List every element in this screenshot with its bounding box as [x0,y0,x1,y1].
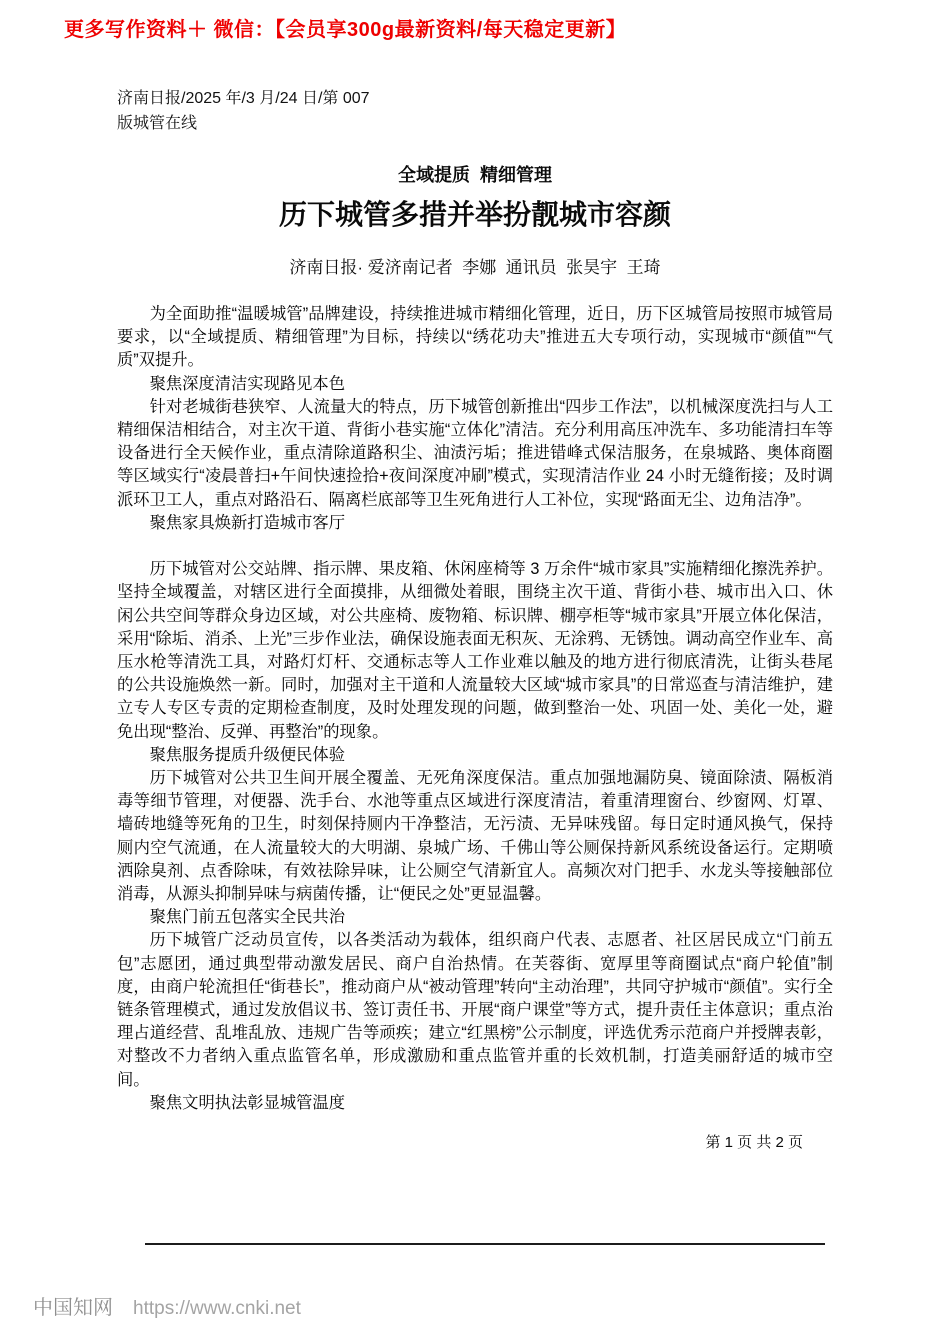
section-heading: 聚焦家具焕新打造城市客厅 [149,513,345,532]
publication-source-line: 济南日报/2025 年/3 月/24 日/第 007 [117,90,370,107]
article-title: 历下城管多措并举扮靓城市容颜 [278,199,671,230]
article-kicker: 全域提质 精细管理 [397,165,552,185]
article-byline: 济南日报· 爱济南记者 李娜 通讯员 张昊宇 王琦 [289,258,661,277]
page-number: 第 1 页 共 2 页 [705,1134,803,1151]
promo-banner: 更多写作资料＋ 微信：【会员享300g最新资料/每天稳定更新】 [64,19,627,41]
footer-divider [145,1243,825,1245]
publication-section-line: 版城管在线 [117,115,198,132]
section-heading: 聚焦门前五包落实全民共治 [149,908,345,927]
article-paragraph: 为全面助推“温暖城管”品牌建设，持续推进城市精细化管理，近日，历下区城管局按照市城管局要求，以“全域提质、精细管理”为目标，持续以“绣花功夫”推进五大专项行动，实现城市“颜值”“气质”双提升。 [117,305,833,370]
cnki-url: https://www.cnki.net [133,1298,301,1319]
cnki-watermark [33,1291,301,1320]
section-heading: 聚焦文明执法彰显城管温度 [149,1093,345,1112]
article-paragraph: 历下城管广泛动员宣传，以各类活动为载体，组织商户代表、志愿者、社区居民成立“门前五包”志愿团，通过典型带动激发居民、商户自治热情。在芙蓉街、宽厚里等商圈试点“商户轮值”制度，由商户轮流担任“街巷长”，推动商户从“被动管理”转向“主动治理”，共同守护城市“颜值”。实行全链条管理模式，通过发放倡议书、签订责任书、开展“商户课堂”等方式，提升责任主体意识；重点治理占道经营、乱堆乱放、违规广告等顽疾；建立“红黑榜”公示制度，评选优秀示范商户并授牌表彰，对整改不力者纳入重点监管名单，形成激励和重点监管并重的长效机制，打造美丽舒适的城市空间。 [117,931,833,1089]
section-heading: 聚焦深度清洁实现路见本色 [149,374,345,393]
cnki-brand: 中国知网 [33,1297,113,1319]
article-paragraph: 历下城管对公交站牌、指示牌、果皮箱、休闲座椅等 3 万余件“城市家具”实施精细化擦洗养护。坚持全域覆盖，对辖区进行全面摸排，从细微处着眼，围绕主次干道、背街小巷、城市出入口、休闲公共空间等群众身边区域，对公共座椅、废物箱、标识牌、棚亭柜等“城市家具”开展立体化保洁，采用“除垢、消杀、上光”三步作业法，确保设施表面无积灰、无涂鸦、无锈蚀。调动高空作业车、高压水枪等清洗工具，对路灯灯杆、交通标志等人工作业难以触及的地方进行彻底清洗，让街头巷尾的公共设施焕然一新。同时，加强对主干道和人流量较大区域“城市家具”的日常巡查与清洁维护，建立专人专区专责的定期检查制度，及时处理发现的问题，做到整治一处、巩固一处、美化一处，避免出现“整治、反弹、再整治”的现象。 [117,560,833,741]
publication-meta [117,86,370,136]
article-body [117,303,833,1115]
article-paragraph: 历下城管对公共卫生间开展全覆盖、无死角深度保洁。重点加强地漏防臭、镜面除渍、隔板消毒等细节管理，对便器、洗手台、水池等重点区域进行深度清洁，着重清理窗台、纱窗网、灯罩、墙砖地缝等死角的卫生，时刻保持厕内干净整洁，无污渍、无异味残留。每日定时通风换气，保持厕内空气流通，在人流量较大的大明湖、泉城广场、千佛山等公厕保持新风系统设备运行。定期喷洒除臭剂、点香除味，有效祛除异味，让公厕空气清新宜人。高频次对门把手、水龙头等接触部位消毒，从源头抑制异味与病菌传播，让“便民之处”更显温馨。 [117,769,833,904]
section-heading: 聚焦服务提质升级便民体验 [149,745,345,764]
article-paragraph: 针对老城街巷狭窄、人流量大的特点，历下城管创新推出“四步工作法”，以机械深度洗扫与人工精细保洁相结合，对主次干道、背街小巷实施“立体化”清洁。充分利用高压冲洗车、多功能清扫车等设备进行全天候作业，重点清除道路积尘、油渍污垢；推进错峰式保洁服务，在泉城路、奥体商圈等区域实行“凌晨普扫+午间快速捡拾+夜间深度冲刷”模式，实现清洁作业 24 小时无缝衔接；及时调派环卫工人，重点对路沿石、隔离栏底部等卫生死角进行人工补位，实现“路面无尘、边角洁净”。 [117,397,833,509]
